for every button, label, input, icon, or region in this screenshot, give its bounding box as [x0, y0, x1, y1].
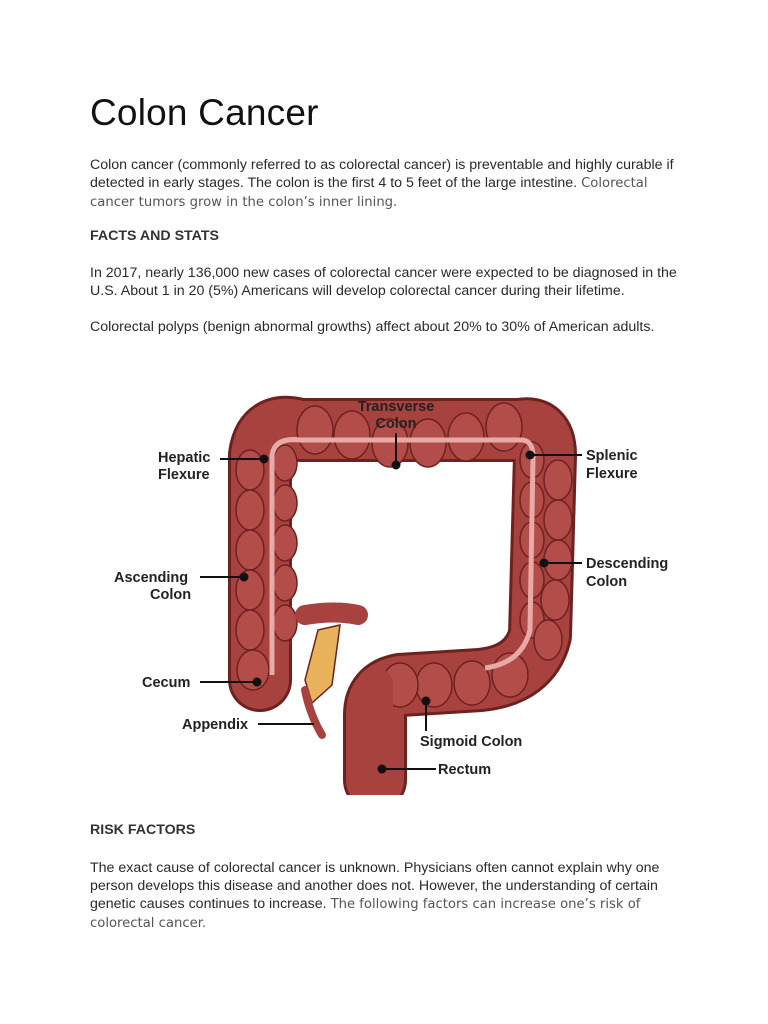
colon-diagram: [100, 385, 690, 795]
label-descending-line1: Descending: [586, 556, 669, 572]
label-hepatic-line1: Hepatic: [158, 450, 211, 466]
mesentery-fat: [305, 625, 340, 703]
label-sigmoid: Sigmoid Colon: [420, 734, 523, 750]
label-splenic-line2: Flexure: [586, 466, 638, 482]
facts-paragraph-1: In 2017, nearly 136,000 new cases of colorectal cancer were expected to be diagnosed in the U.S. About 1 in 20 (5%) Americans will develop colorectal cancer during their lifetime.: [90, 265, 677, 299]
intro-text: Colon cancer (commonly referred to as colorectal cancer) is preventable and highly curable if detected in early stages. The colon is the first 4 to 5 feet of the large intestine.: [90, 157, 674, 191]
ileum: [305, 613, 358, 616]
risk-heading: RISK FACTORS: [90, 822, 196, 838]
facts-heading: FACTS AND STATS: [90, 228, 219, 244]
intro-text-light: Colorectal cancer tumors grow in the colon’s inner lining.: [90, 176, 648, 210]
inner-lining: [272, 440, 533, 675]
colon-illustration: [100, 385, 690, 795]
intro-paragraph: [90, 156, 690, 212]
colon-tube: [260, 428, 545, 780]
label-splenic-line1: Splenic: [586, 448, 638, 464]
risk-text: The exact cause of colorectal cancer is unknown. Physicians often cannot explain why one person develops this disease and another does not. However, the understanding of certain genetic causes continues to increase.: [90, 860, 660, 912]
page-title: Colon Cancer: [90, 92, 319, 133]
label-appendix: Appendix: [182, 717, 249, 733]
label-transverse-line1: Transverse: [357, 399, 435, 415]
facts-paragraph-2: Colorectal polyps (benign abnormal growths) affect about 20% to 30% of American adults.: [90, 319, 655, 335]
risk-paragraph: [90, 859, 690, 933]
label-transverse-line2: Colon: [375, 416, 417, 432]
label-ascending-line1: Ascending: [114, 570, 189, 586]
label-cecum: Cecum: [142, 675, 191, 691]
label-descending-line2: Colon: [586, 574, 628, 590]
label-rectum: Rectum: [438, 762, 492, 778]
label-hepatic-line2: Flexure: [158, 467, 210, 483]
risk-text-light: The following factors can increase one’s risk of colorectal cancer.: [90, 897, 641, 931]
label-ascending-line2: Colon: [150, 587, 192, 603]
